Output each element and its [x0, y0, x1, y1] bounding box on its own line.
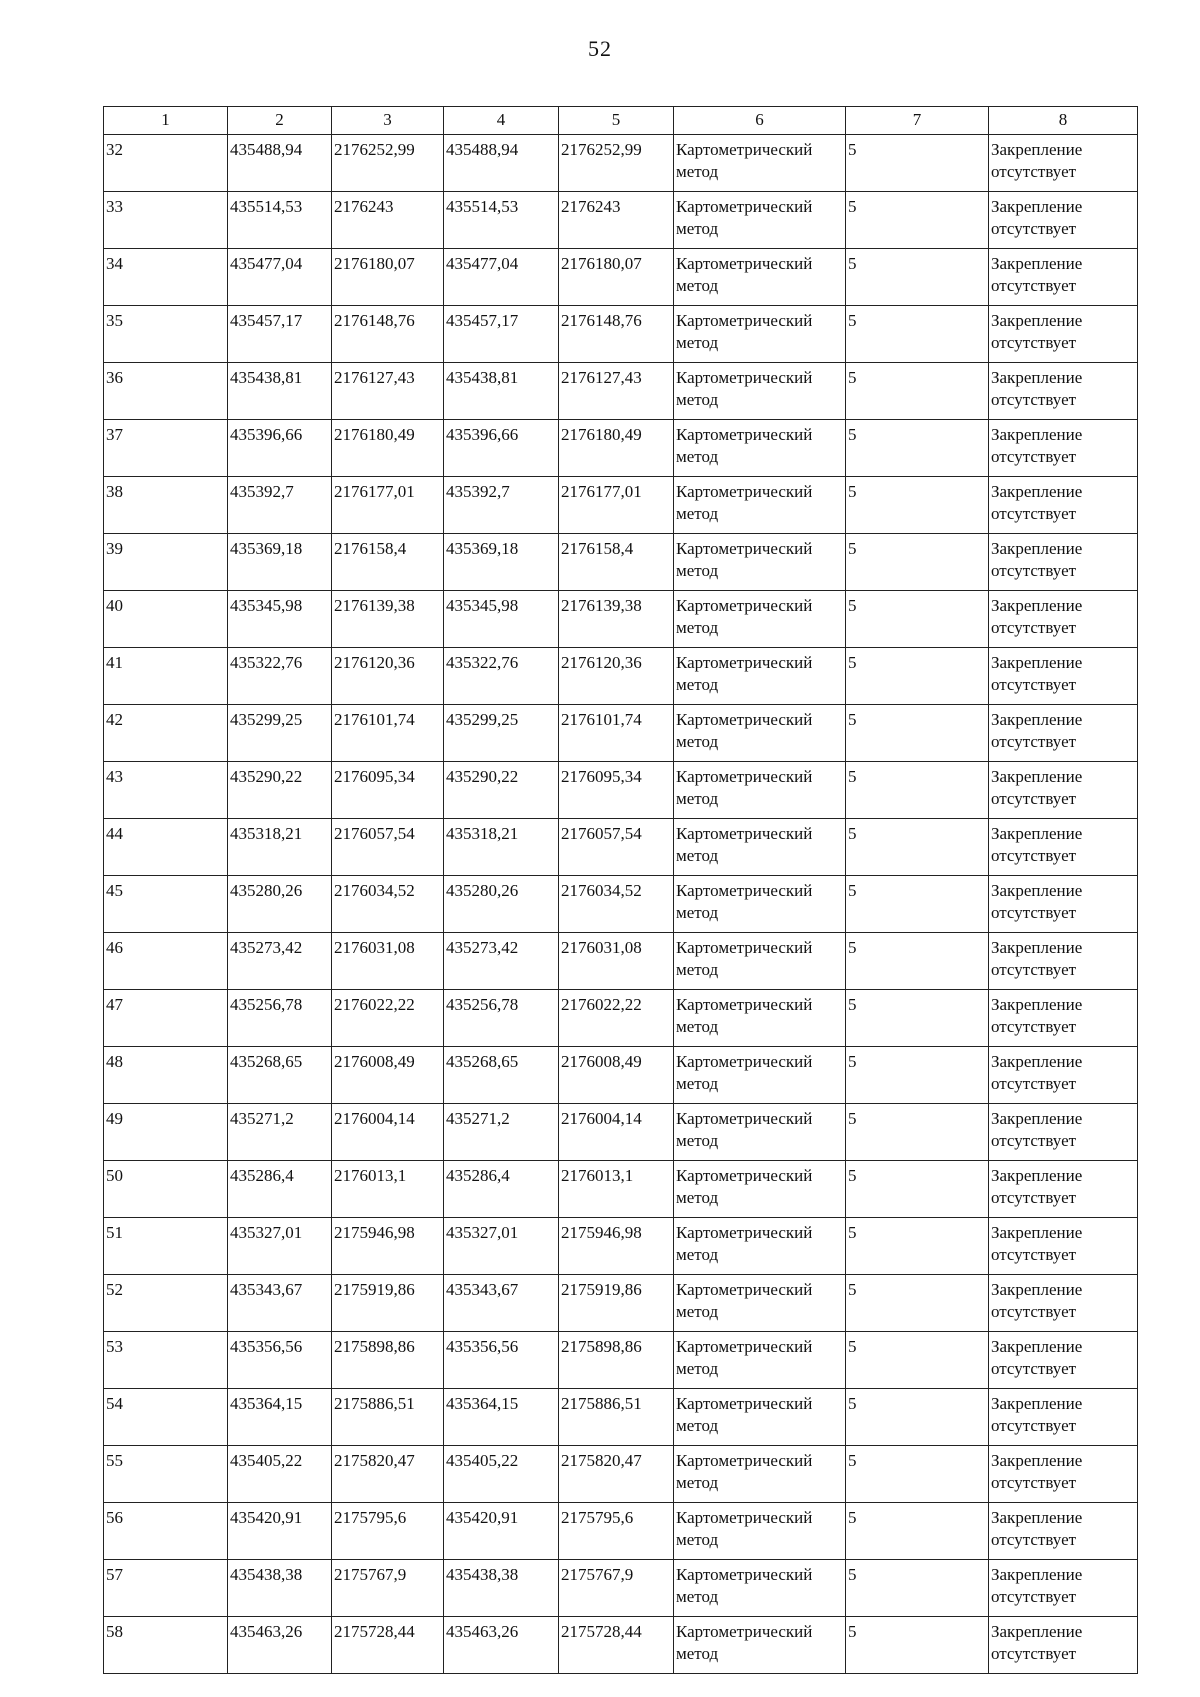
- table-cell-col-7: 5: [846, 933, 989, 990]
- table-cell-col-4: 435286,4: [444, 1161, 559, 1218]
- table-cell-col-4: 435268,65: [444, 1047, 559, 1104]
- table-cell-col-5: 2175728,44: [559, 1617, 674, 1674]
- table-cell-col-2: 435345,98: [228, 591, 332, 648]
- table-cell-col-1: 41: [104, 648, 228, 705]
- table-cell-col-6: Картометрический метод: [674, 1047, 846, 1104]
- table-cell-col-5: 2176022,22: [559, 990, 674, 1047]
- table-cell-col-7: 5: [846, 819, 989, 876]
- table-row: [104, 876, 1138, 933]
- column-header-7: 7: [846, 107, 989, 135]
- table-cell-col-3: 2175795,6: [332, 1503, 444, 1560]
- table-cell-col-2: 435457,17: [228, 306, 332, 363]
- table-cell-col-2: 435268,65: [228, 1047, 332, 1104]
- table-cell-col-3: 2176148,76: [332, 306, 444, 363]
- table-cell-col-6: Картометрический метод: [674, 591, 846, 648]
- table-cell-col-8: Закрепление отсутствует: [989, 306, 1138, 363]
- table-cell-col-2: 435396,66: [228, 420, 332, 477]
- table-cell-col-5: 2176158,4: [559, 534, 674, 591]
- table-cell-col-8: Закрепление отсутствует: [989, 1446, 1138, 1503]
- table-cell-col-8: Закрепление отсутствует: [989, 477, 1138, 534]
- table-cell-col-7: 5: [846, 306, 989, 363]
- table-row: [104, 1446, 1138, 1503]
- table-cell-col-1: 44: [104, 819, 228, 876]
- table-cell-col-7: 5: [846, 1218, 989, 1275]
- table-cell-col-1: 43: [104, 762, 228, 819]
- table-cell-col-5: 2176095,34: [559, 762, 674, 819]
- table-cell-col-2: 435299,25: [228, 705, 332, 762]
- table-cell-col-5: 2175795,6: [559, 1503, 674, 1560]
- table-cell-col-3: 2176252,99: [332, 135, 444, 192]
- column-header-2: 2: [228, 107, 332, 135]
- table-cell-col-2: 435273,42: [228, 933, 332, 990]
- table-cell-col-5: 2175886,51: [559, 1389, 674, 1446]
- table-cell-col-1: 34: [104, 249, 228, 306]
- column-header-1: 1: [104, 107, 228, 135]
- table-cell-col-1: 58: [104, 1617, 228, 1674]
- table-row: [104, 1275, 1138, 1332]
- table-cell-col-5: 2176252,99: [559, 135, 674, 192]
- table-cell-col-1: 40: [104, 591, 228, 648]
- table-row: [104, 591, 1138, 648]
- table-cell-col-8: Закрепление отсутствует: [989, 933, 1138, 990]
- table-row: [104, 420, 1138, 477]
- table-cell-col-4: 435488,94: [444, 135, 559, 192]
- table-cell-col-4: 435322,76: [444, 648, 559, 705]
- table-row: [104, 705, 1138, 762]
- table-cell-col-1: 38: [104, 477, 228, 534]
- table-row: [104, 249, 1138, 306]
- table-cell-col-5: 2176139,38: [559, 591, 674, 648]
- table-cell-col-2: 435286,4: [228, 1161, 332, 1218]
- table-cell-col-4: 435280,26: [444, 876, 559, 933]
- table-cell-col-6: Картометрический метод: [674, 1560, 846, 1617]
- table-cell-col-5: 2176013,1: [559, 1161, 674, 1218]
- table-cell-col-6: Картометрический метод: [674, 1503, 846, 1560]
- table-row: [104, 1104, 1138, 1161]
- table-cell-col-3: 2175898,86: [332, 1332, 444, 1389]
- table-row: [104, 1503, 1138, 1560]
- table-cell-col-2: 435327,01: [228, 1218, 332, 1275]
- table-cell-col-2: 435392,7: [228, 477, 332, 534]
- table-cell-col-7: 5: [846, 1560, 989, 1617]
- table-cell-col-2: 435488,94: [228, 135, 332, 192]
- table-cell-col-7: 5: [846, 1332, 989, 1389]
- table-cell-col-8: Закрепление отсутствует: [989, 1617, 1138, 1674]
- table-cell-col-3: 2175728,44: [332, 1617, 444, 1674]
- table-cell-col-8: Закрепление отсутствует: [989, 876, 1138, 933]
- table-cell-col-5: 2176101,74: [559, 705, 674, 762]
- column-header-3: 3: [332, 107, 444, 135]
- table-row: [104, 192, 1138, 249]
- table-cell-col-8: Закрепление отсутствует: [989, 249, 1138, 306]
- table-cell-col-6: Картометрический метод: [674, 306, 846, 363]
- table-cell-col-5: 2176180,49: [559, 420, 674, 477]
- page-number: 52: [588, 36, 612, 61]
- table-cell-col-8: Закрепление отсутствует: [989, 1218, 1138, 1275]
- table-row: [104, 1617, 1138, 1674]
- table-cell-col-4: 435364,15: [444, 1389, 559, 1446]
- table-cell-col-7: 5: [846, 1161, 989, 1218]
- table-cell-col-8: Закрепление отсутствует: [989, 990, 1138, 1047]
- table-cell-col-2: 435514,53: [228, 192, 332, 249]
- table-cell-col-6: Картометрический метод: [674, 135, 846, 192]
- table-cell-col-8: Закрепление отсутствует: [989, 1047, 1138, 1104]
- table-cell-col-2: 435438,38: [228, 1560, 332, 1617]
- table-cell-col-7: 5: [846, 1503, 989, 1560]
- table-cell-col-3: 2176127,43: [332, 363, 444, 420]
- table-cell-col-6: Картометрический метод: [674, 1161, 846, 1218]
- table-cell-col-6: Картометрический метод: [674, 819, 846, 876]
- table-cell-col-4: 435299,25: [444, 705, 559, 762]
- table-body: [104, 135, 1138, 1674]
- table-cell-col-8: Закрепление отсутствует: [989, 762, 1138, 819]
- table-cell-col-7: 5: [846, 534, 989, 591]
- table-cell-col-6: Картометрический метод: [674, 762, 846, 819]
- table-cell-col-3: 2176004,14: [332, 1104, 444, 1161]
- table-cell-col-1: 36: [104, 363, 228, 420]
- table-cell-col-3: 2176013,1: [332, 1161, 444, 1218]
- table-cell-col-4: 435457,17: [444, 306, 559, 363]
- table-cell-col-3: 2176022,22: [332, 990, 444, 1047]
- table-cell-col-5: 2176057,54: [559, 819, 674, 876]
- table-cell-col-5: 2176148,76: [559, 306, 674, 363]
- table-cell-col-8: Закрепление отсутствует: [989, 534, 1138, 591]
- table-cell-col-3: 2176008,49: [332, 1047, 444, 1104]
- table-cell-col-5: 2176008,49: [559, 1047, 674, 1104]
- table-cell-col-5: 2176031,08: [559, 933, 674, 990]
- coordinates-table-container: [103, 106, 1137, 1674]
- table-cell-col-8: Закрепление отсутствует: [989, 1332, 1138, 1389]
- table-cell-col-2: 435290,22: [228, 762, 332, 819]
- table-cell-col-8: Закрепление отсутствует: [989, 1104, 1138, 1161]
- table-cell-col-7: 5: [846, 762, 989, 819]
- table-cell-col-7: 5: [846, 249, 989, 306]
- table-row: [104, 648, 1138, 705]
- table-cell-col-7: 5: [846, 1047, 989, 1104]
- table-cell-col-7: 5: [846, 705, 989, 762]
- table-cell-col-8: Закрепление отсутствует: [989, 1275, 1138, 1332]
- table-cell-col-2: 435356,56: [228, 1332, 332, 1389]
- table-cell-col-3: 2175946,98: [332, 1218, 444, 1275]
- table-cell-col-2: 435318,21: [228, 819, 332, 876]
- table-cell-col-4: 435327,01: [444, 1218, 559, 1275]
- table-cell-col-1: 49: [104, 1104, 228, 1161]
- table-cell-col-4: 435438,81: [444, 363, 559, 420]
- table-cell-col-8: Закрепление отсутствует: [989, 1560, 1138, 1617]
- table-row: [104, 1161, 1138, 1218]
- table-cell-col-2: 435420,91: [228, 1503, 332, 1560]
- table-cell-col-4: 435271,2: [444, 1104, 559, 1161]
- table-cell-col-4: 435392,7: [444, 477, 559, 534]
- table-cell-col-7: 5: [846, 135, 989, 192]
- column-header-5: 5: [559, 107, 674, 135]
- table-cell-col-2: 435405,22: [228, 1446, 332, 1503]
- table-cell-col-5: 2176034,52: [559, 876, 674, 933]
- table-cell-col-7: 5: [846, 477, 989, 534]
- table-cell-col-6: Картометрический метод: [674, 420, 846, 477]
- table-cell-col-6: Картометрический метод: [674, 1617, 846, 1674]
- coordinates-table: [103, 106, 1138, 1674]
- table-cell-col-2: 435438,81: [228, 363, 332, 420]
- table-cell-col-4: 435256,78: [444, 990, 559, 1047]
- table-cell-col-3: 2176101,74: [332, 705, 444, 762]
- table-cell-col-5: 2176120,36: [559, 648, 674, 705]
- table-cell-col-4: 435345,98: [444, 591, 559, 648]
- table-row: [104, 477, 1138, 534]
- table-cell-col-4: 435343,67: [444, 1275, 559, 1332]
- table-cell-col-5: 2175946,98: [559, 1218, 674, 1275]
- table-cell-col-1: 48: [104, 1047, 228, 1104]
- table-cell-col-5: 2175898,86: [559, 1332, 674, 1389]
- table-cell-col-4: 435356,56: [444, 1332, 559, 1389]
- table-cell-col-6: Картометрический метод: [674, 1104, 846, 1161]
- table-cell-col-6: Картометрический метод: [674, 477, 846, 534]
- table-row: [104, 135, 1138, 192]
- table-cell-col-7: 5: [846, 1446, 989, 1503]
- table-cell-col-1: 51: [104, 1218, 228, 1275]
- table-cell-col-8: Закрепление отсутствует: [989, 705, 1138, 762]
- table-cell-col-4: 435405,22: [444, 1446, 559, 1503]
- table-cell-col-1: 56: [104, 1503, 228, 1560]
- table-row: [104, 762, 1138, 819]
- table-cell-col-5: 2176243: [559, 192, 674, 249]
- table-cell-col-2: 435280,26: [228, 876, 332, 933]
- table-cell-col-1: 53: [104, 1332, 228, 1389]
- table-cell-col-1: 57: [104, 1560, 228, 1617]
- table-row: [104, 306, 1138, 363]
- table-cell-col-1: 33: [104, 192, 228, 249]
- table-cell-col-1: 47: [104, 990, 228, 1047]
- table-cell-col-4: 435318,21: [444, 819, 559, 876]
- column-header-6: 6: [674, 107, 846, 135]
- table-cell-col-6: Картометрический метод: [674, 1275, 846, 1332]
- table-cell-col-1: 50: [104, 1161, 228, 1218]
- table-cell-col-2: 435364,15: [228, 1389, 332, 1446]
- table-cell-col-5: 2175820,47: [559, 1446, 674, 1503]
- table-cell-col-8: Закрепление отсутствует: [989, 1503, 1138, 1560]
- table-cell-col-4: 435420,91: [444, 1503, 559, 1560]
- table-cell-col-8: Закрепление отсутствует: [989, 420, 1138, 477]
- table-cell-col-6: Картометрический метод: [674, 363, 846, 420]
- table-cell-col-4: 435369,18: [444, 534, 559, 591]
- table-cell-col-7: 5: [846, 1617, 989, 1674]
- table-cell-col-8: Закрепление отсутствует: [989, 591, 1138, 648]
- table-cell-col-4: 435463,26: [444, 1617, 559, 1674]
- table-cell-col-3: 2176243: [332, 192, 444, 249]
- table-cell-col-6: Картометрический метод: [674, 876, 846, 933]
- table-cell-col-2: 435463,26: [228, 1617, 332, 1674]
- table-cell-col-2: 435477,04: [228, 249, 332, 306]
- table-row: [104, 1047, 1138, 1104]
- table-row: [104, 1560, 1138, 1617]
- table-header-row: [104, 107, 1138, 135]
- table-cell-col-8: Закрепление отсутствует: [989, 648, 1138, 705]
- table-cell-col-1: 55: [104, 1446, 228, 1503]
- table-cell-col-7: 5: [846, 648, 989, 705]
- table-cell-col-4: 435396,66: [444, 420, 559, 477]
- table-cell-col-3: 2176180,49: [332, 420, 444, 477]
- table-cell-col-1: 54: [104, 1389, 228, 1446]
- table-cell-col-8: Закрепление отсутствует: [989, 135, 1138, 192]
- table-cell-col-6: Картометрический метод: [674, 1218, 846, 1275]
- table-row: [104, 819, 1138, 876]
- table-cell-col-7: 5: [846, 363, 989, 420]
- table-cell-col-5: 2176127,43: [559, 363, 674, 420]
- table-cell-col-6: Картометрический метод: [674, 249, 846, 306]
- table-cell-col-8: Закрепление отсутствует: [989, 819, 1138, 876]
- table-cell-col-3: 2176180,07: [332, 249, 444, 306]
- table-cell-col-1: 46: [104, 933, 228, 990]
- table-cell-col-6: Картометрический метод: [674, 1332, 846, 1389]
- table-cell-col-5: 2176004,14: [559, 1104, 674, 1161]
- table-cell-col-6: Картометрический метод: [674, 1389, 846, 1446]
- table-cell-col-1: 39: [104, 534, 228, 591]
- table-cell-col-3: 2176120,36: [332, 648, 444, 705]
- table-cell-col-8: Закрепление отсутствует: [989, 192, 1138, 249]
- table-cell-col-6: Картометрический метод: [674, 705, 846, 762]
- table-cell-col-1: 52: [104, 1275, 228, 1332]
- table-cell-col-1: 45: [104, 876, 228, 933]
- table-cell-col-7: 5: [846, 591, 989, 648]
- table-row: [104, 1218, 1138, 1275]
- table-cell-col-2: 435271,2: [228, 1104, 332, 1161]
- table-cell-col-7: 5: [846, 420, 989, 477]
- table-cell-col-1: 37: [104, 420, 228, 477]
- table-cell-col-8: Закрепление отсутствует: [989, 363, 1138, 420]
- table-cell-col-6: Картометрический метод: [674, 534, 846, 591]
- table-cell-col-5: 2175767,9: [559, 1560, 674, 1617]
- table-cell-col-7: 5: [846, 1389, 989, 1446]
- table-row: [104, 1389, 1138, 1446]
- table-cell-col-4: 435273,42: [444, 933, 559, 990]
- table-cell-col-3: 2176031,08: [332, 933, 444, 990]
- table-header: [104, 107, 1138, 135]
- table-cell-col-3: 2176139,38: [332, 591, 444, 648]
- table-cell-col-7: 5: [846, 990, 989, 1047]
- table-cell-col-7: 5: [846, 876, 989, 933]
- table-cell-col-2: 435369,18: [228, 534, 332, 591]
- table-cell-col-8: Закрепление отсутствует: [989, 1161, 1138, 1218]
- column-header-4: 4: [444, 107, 559, 135]
- table-cell-col-3: 2175919,86: [332, 1275, 444, 1332]
- table-cell-col-6: Картометрический метод: [674, 648, 846, 705]
- table-cell-col-4: 435477,04: [444, 249, 559, 306]
- table-cell-col-5: 2175919,86: [559, 1275, 674, 1332]
- table-cell-col-3: 2175886,51: [332, 1389, 444, 1446]
- table-cell-col-3: 2176034,52: [332, 876, 444, 933]
- table-cell-col-4: 435514,53: [444, 192, 559, 249]
- table-row: [104, 1332, 1138, 1389]
- table-cell-col-3: 2176177,01: [332, 477, 444, 534]
- table-cell-col-3: 2175820,47: [332, 1446, 444, 1503]
- table-cell-col-1: 35: [104, 306, 228, 363]
- table-cell-col-5: 2176180,07: [559, 249, 674, 306]
- table-row: [104, 534, 1138, 591]
- table-cell-col-6: Картометрический метод: [674, 1446, 846, 1503]
- table-cell-col-4: 435290,22: [444, 762, 559, 819]
- table-cell-col-3: 2175767,9: [332, 1560, 444, 1617]
- table-cell-col-8: Закрепление отсутствует: [989, 1389, 1138, 1446]
- table-cell-col-6: Картометрический метод: [674, 192, 846, 249]
- table-cell-col-7: 5: [846, 1275, 989, 1332]
- column-header-8: 8: [989, 107, 1138, 135]
- table-row: [104, 363, 1138, 420]
- table-cell-col-6: Картометрический метод: [674, 990, 846, 1047]
- table-cell-col-5: 2176177,01: [559, 477, 674, 534]
- table-cell-col-3: 2176095,34: [332, 762, 444, 819]
- table-cell-col-7: 5: [846, 1104, 989, 1161]
- table-cell-col-7: 5: [846, 192, 989, 249]
- table-row: [104, 933, 1138, 990]
- table-cell-col-1: 42: [104, 705, 228, 762]
- table-row: [104, 990, 1138, 1047]
- table-cell-col-6: Картометрический метод: [674, 933, 846, 990]
- table-cell-col-3: 2176057,54: [332, 819, 444, 876]
- table-cell-col-2: 435343,67: [228, 1275, 332, 1332]
- table-cell-col-2: 435322,76: [228, 648, 332, 705]
- table-cell-col-4: 435438,38: [444, 1560, 559, 1617]
- table-cell-col-2: 435256,78: [228, 990, 332, 1047]
- table-cell-col-1: 32: [104, 135, 228, 192]
- table-cell-col-3: 2176158,4: [332, 534, 444, 591]
